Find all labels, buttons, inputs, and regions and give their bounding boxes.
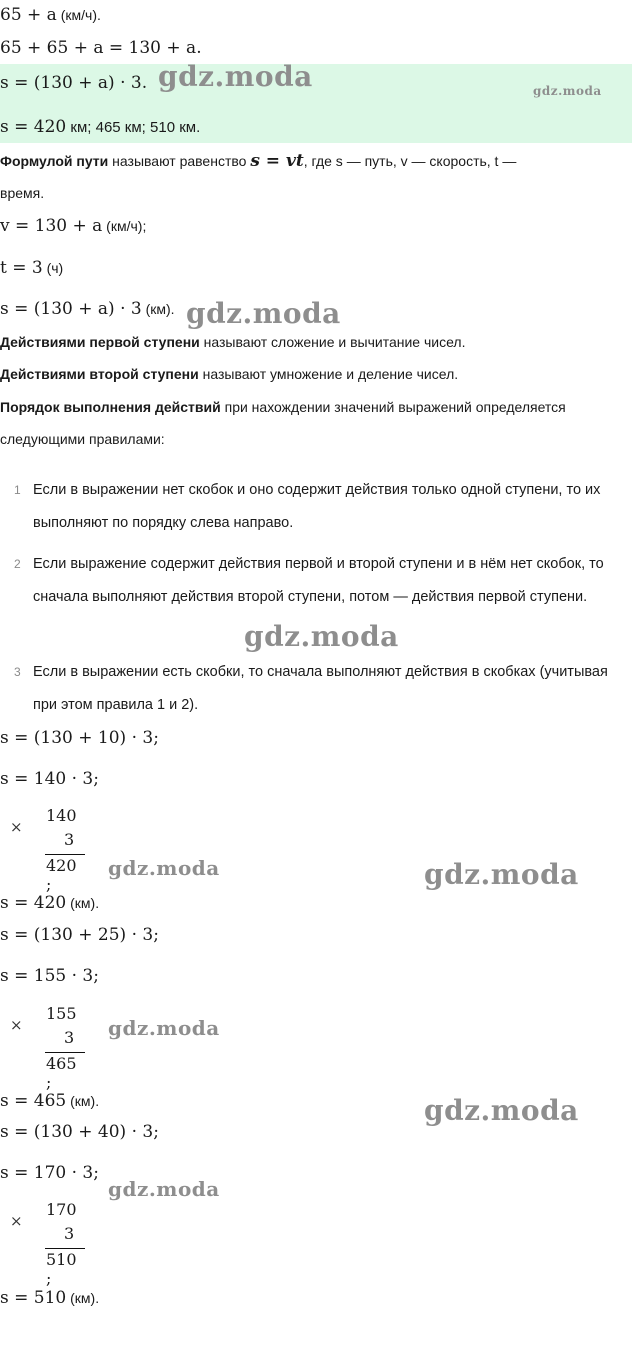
path-line: s = (130 + a) · 3 (км). xyxy=(0,299,175,319)
calc-result: s = 510 (км). xyxy=(0,1288,100,1308)
calc-result: s = 465 (км). xyxy=(0,1091,100,1111)
watermark: gdz.moda xyxy=(424,1094,579,1127)
definition-paragraph: Формулой пути называют равенство s = vt, где s — путь, v — скорость, t — время. xyxy=(0,151,517,201)
distance-formula: s = (130 + a) · 3. xyxy=(0,73,148,93)
watermark: gdz.moda xyxy=(108,856,220,880)
calc-expression: s = (130 + 10) · 3; xyxy=(0,728,159,748)
rule-text: Если в выражении есть скобки, то сначала выполняют действия в скобках (учитывая при этом правила 1 и 2). xyxy=(33,664,608,713)
distance-answer: s = 420 км; 465 км; 510 км. xyxy=(0,117,201,137)
multiply-sign: × xyxy=(10,1212,23,1230)
time-line: t = 3 (ч) xyxy=(0,258,64,278)
sum-expression: 65 + 65 + a = 130 + a. xyxy=(0,38,202,58)
speed-expression: 65 + a (км/ч). xyxy=(0,5,101,25)
watermark: gdz.moda xyxy=(186,297,341,330)
first-stage-definition: Действиями первой ступени называют сложение и вычитание чисел. xyxy=(0,334,466,350)
multiply-sign: × xyxy=(10,818,23,836)
watermark: gdz.moda xyxy=(108,1016,220,1040)
watermark: gdz.moda xyxy=(108,1177,220,1201)
rule-number: 1 xyxy=(14,483,21,497)
velocity-line: v = 130 + a (км/ч); xyxy=(0,216,147,236)
calc-expression: s = (130 + 40) · 3; xyxy=(0,1122,159,1142)
rule-number: 3 xyxy=(14,665,21,679)
calc-step: s = 170 · 3; xyxy=(0,1163,99,1183)
calc-expression: s = (130 + 25) · 3; xyxy=(0,925,159,945)
watermark: gdz.moda xyxy=(533,84,602,98)
rule-number: 2 xyxy=(14,557,21,571)
multiply-sign: × xyxy=(10,1016,23,1034)
watermark: gdz.moda xyxy=(158,60,313,93)
watermark: gdz.moda xyxy=(244,620,399,653)
rule-text: Если выражение содержит действия первой и второй ступени и в нём нет скобок, то сначала выполняют действия второй ступени, потом — действия первой ступени. xyxy=(33,556,604,605)
order-definition: Порядок выполнения действий при нахождении значений выражений определяется следующими правилами: xyxy=(0,399,566,447)
calc-step: s = 140 · 3; xyxy=(0,769,99,789)
calc-result: s = 420 (км). xyxy=(0,893,100,913)
calc-step: s = 155 · 3; xyxy=(0,966,99,986)
second-stage-definition: Действиями второй ступени называют умножение и деление чисел. xyxy=(0,366,459,382)
rule-text: Если в выражении нет скобок и оно содержит действия только одной ступени, то их выполняют по порядку слева направо. xyxy=(33,482,601,531)
watermark: gdz.moda xyxy=(424,858,579,891)
